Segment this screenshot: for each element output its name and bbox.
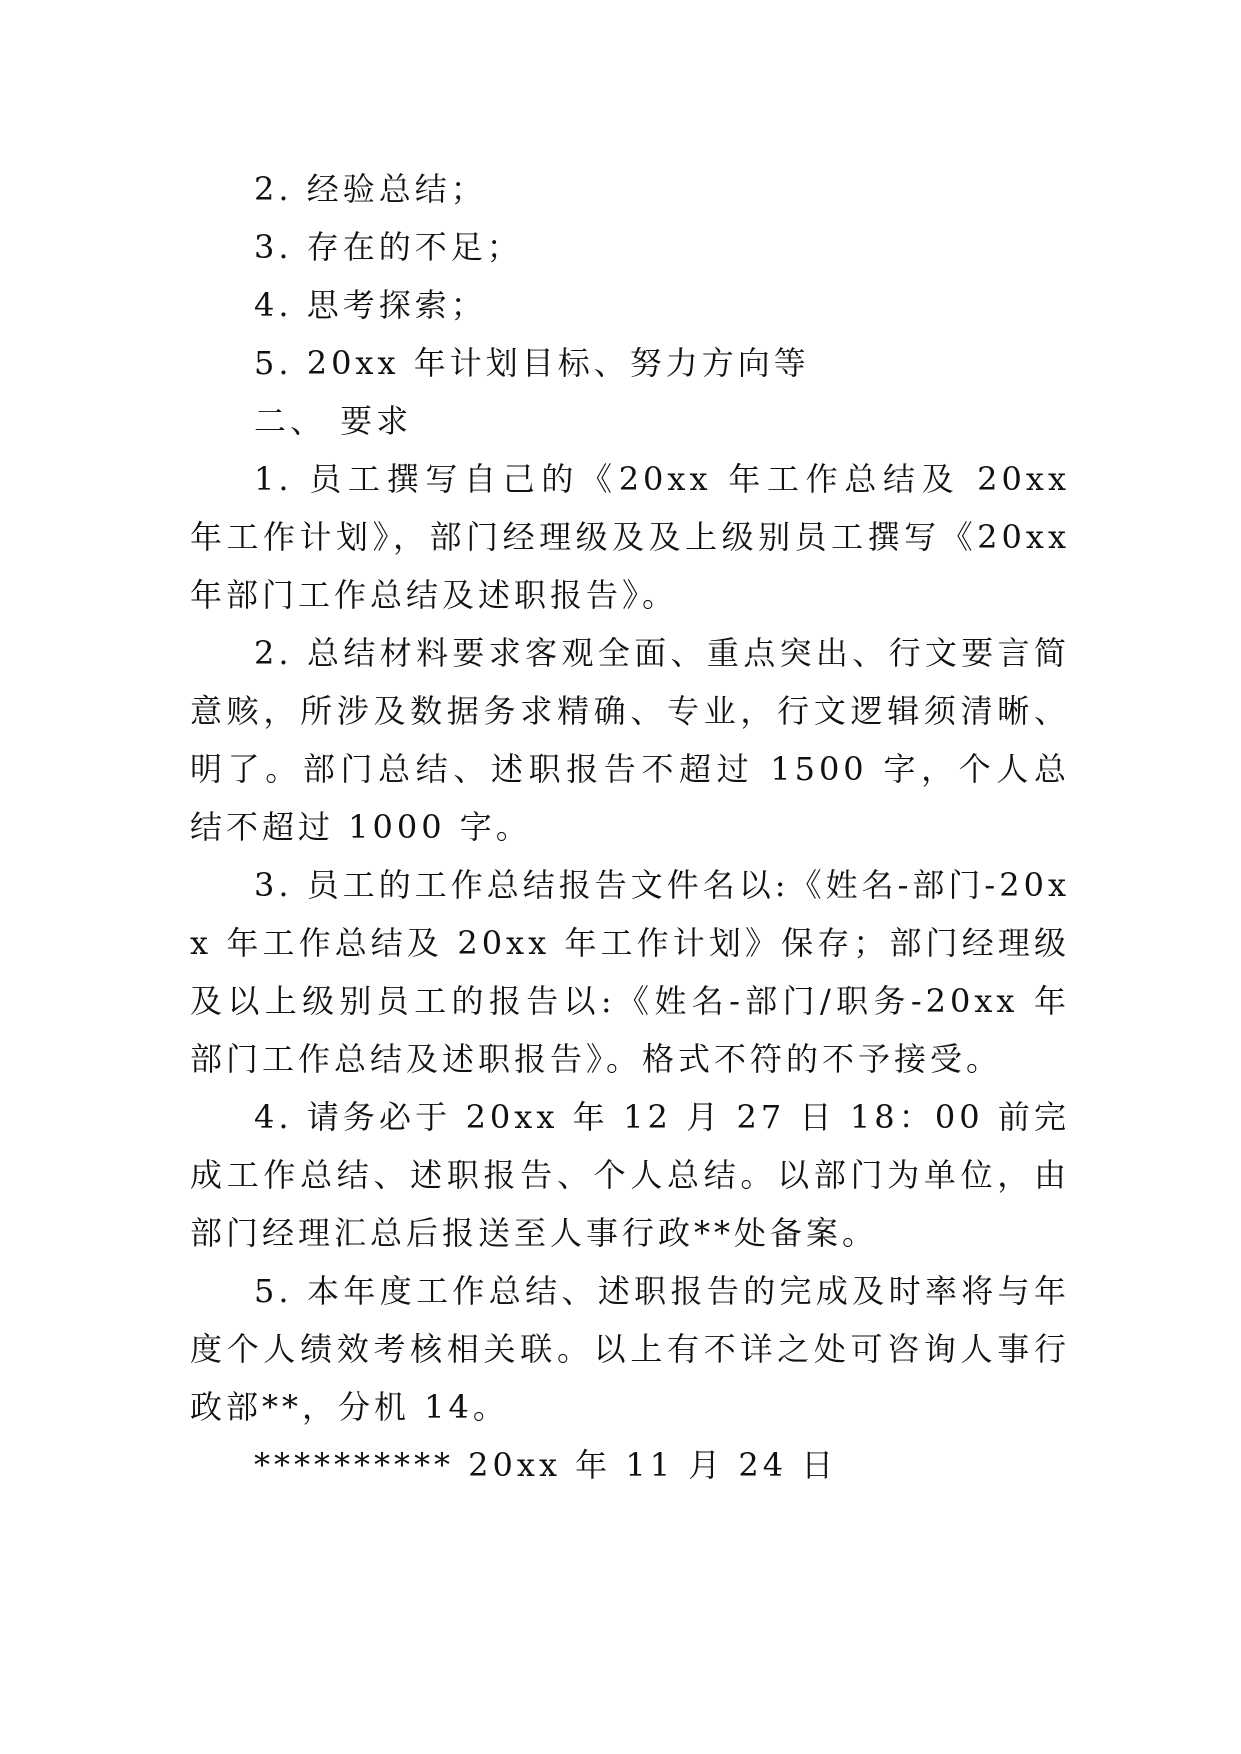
requirement-paragraph-4: 4. 请务必于 20xx 年 12 月 27 日 18：00 前完成工作总结、述职报告、个人总结。以部门为单位，由部门经理汇总后报送至人事行政**处备案。 xyxy=(190,1098,1070,1252)
list-item-experience: 2. 经验总结； xyxy=(254,170,487,208)
document-body xyxy=(190,160,1070,1494)
signature-date-line: ********** 20xx 年 11 月 24 日 xyxy=(254,1446,838,1484)
list-item-exploration: 4. 思考探索； xyxy=(254,286,487,324)
requirement-paragraph-5: 5. 本年度工作总结、述职报告的完成及时率将与年度个人绩效考核相关联。以上有不详之处可咨询人事行政部**，分机 14。 xyxy=(190,1272,1070,1426)
list-item-shortcomings: 3. 存在的不足； xyxy=(254,228,523,266)
requirement-paragraph-2: 2. 总结材料要求客观全面、重点突出、行文要言简意赅，所涉及数据务求精确、专业，行文逻辑须清晰、明了。部门总结、述职报告不超过 1500 字，个人总结不超过 1000 字。 xyxy=(190,634,1070,846)
requirement-paragraph-1: 1. 员工撰写自己的《20xx 年工作总结及 20xx 年工作计划》，部门经理级及及上级别员工撰写《20xx 年部门工作总结及述职报告》。 xyxy=(190,460,1070,614)
section-heading-requirements: 二、 要求 xyxy=(254,402,413,440)
list-item-plan: 5. 20xx 年计划目标、努力方向等 xyxy=(254,344,810,382)
requirement-paragraph-3: 3. 员工的工作总结报告文件名以:《姓名-部门-20xx 年工作总结及 20xx 年工作计划》保存；部门经理级及以上级别员工的报告以:《姓名-部门/职务-20xx 年部门工作总结及述职报告》。格式不符的不予接受。 xyxy=(190,866,1070,1078)
